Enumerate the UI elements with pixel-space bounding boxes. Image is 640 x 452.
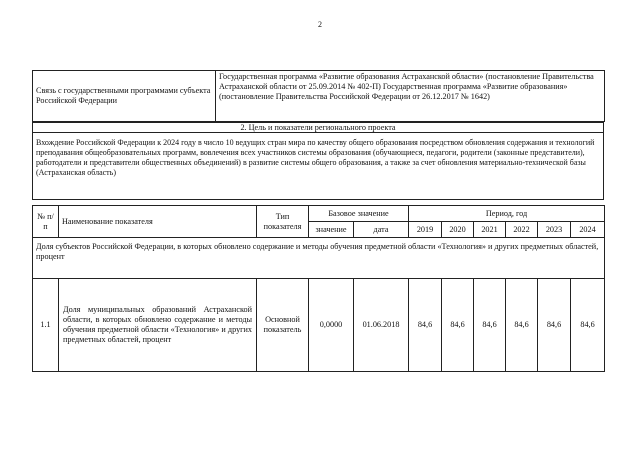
- goal-table: [32, 122, 604, 200]
- row-value: 84,6: [506, 279, 538, 372]
- row-value: 84,6: [571, 279, 605, 372]
- table-row: [33, 279, 605, 372]
- group-row: [33, 238, 605, 279]
- row-num: 1.1: [33, 279, 59, 372]
- header-year: 2020: [442, 222, 474, 238]
- header-base-value: значение: [309, 222, 354, 238]
- program-link-row: [33, 71, 605, 122]
- header-name: Наименование показателя: [59, 206, 257, 238]
- row-base-date: 01.06.2018: [354, 279, 409, 372]
- header-year: 2021: [474, 222, 506, 238]
- program-link-value: Государственная программа «Развитие образования Астраханской области» (постановление Правительства Астраханской области от 25.09.2014 № 402-П) Государственная программа «Развитие образования» (постановление Правительства Российской Федерации от 26.12.2017 № 1642): [216, 71, 605, 122]
- header-row-1: [33, 206, 605, 222]
- row-value: 84,6: [538, 279, 571, 372]
- group-title: Доля субъектов Российской Федерации, в которых обновлено содержание и методы обучения предметной области «Технология» и других предметных областей, процент: [33, 238, 605, 279]
- program-link-label: Связь с государственными программами субъекта Российской Федерации: [33, 71, 216, 122]
- program-link-table: [32, 70, 605, 122]
- row-value: 84,6: [474, 279, 506, 372]
- header-year: 2022: [506, 222, 538, 238]
- header-year: 2024: [571, 222, 605, 238]
- header-base: Базовое значение: [309, 206, 409, 222]
- row-base-value: 0,0000: [309, 279, 354, 372]
- indicators-table: [32, 205, 605, 372]
- header-num: № п/п: [33, 206, 59, 238]
- row-value: 84,6: [409, 279, 442, 372]
- header-base-date: дата: [354, 222, 409, 238]
- row-name: Доля муниципальных образований Астраханской области, в которых обновлено содержание и методы обучения предметной области «Технология» и других предметных областей, процент: [59, 279, 257, 372]
- row-type: Основной показатель: [257, 279, 309, 372]
- header-type: Тип показателя: [257, 206, 309, 238]
- page-number: 2: [318, 20, 322, 29]
- goal-text: Вхождение Российской Федерации к 2024 году в число 10 ведущих стран мира по качеству общего образования посредством обновления содержания и технологий преподавания общеобразовательных программ, вовлечения всех участников системы образования (обучающиеся, педагоги, родители (законные представители), работодатели и представители общественных объединений) в развитие системы общего образования, а также за счет обновления материально-технической базы (Астраханская область): [33, 133, 604, 200]
- header-year: 2023: [538, 222, 571, 238]
- row-value: 84,6: [442, 279, 474, 372]
- section-title: 2. Цель и показатели регионального проекта: [33, 123, 604, 133]
- header-year: 2019: [409, 222, 442, 238]
- header-period: Период, год: [409, 206, 605, 222]
